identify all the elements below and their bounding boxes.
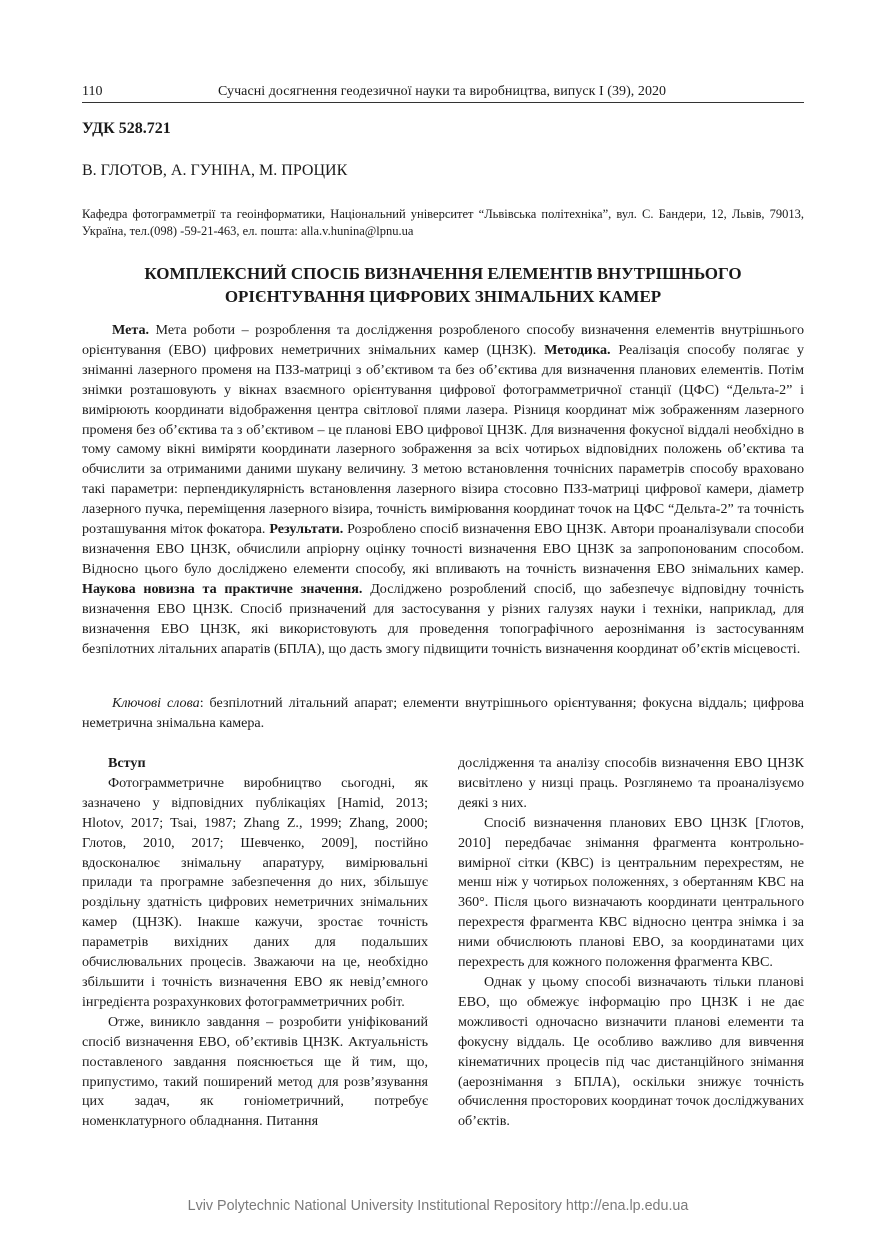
udc-code: УДК 528.721: [82, 120, 171, 137]
running-header: [82, 84, 804, 103]
journal-title: Сучасні досягнення геодезичної науки та виробництва, випуск І (39), 2020: [218, 84, 667, 99]
abstract-method-label: Методика.: [544, 341, 611, 358]
abstract-results-label: Результати.: [269, 521, 344, 538]
keywords-label: Ключові слова: [112, 695, 200, 711]
paper-title: [82, 262, 804, 308]
keywords: [82, 694, 804, 734]
paper-title-line-1: КОМПЛЕКСНИЙ СПОСІБ ВИЗНАЧЕННЯ ЕЛЕМЕНТІВ ВНУТРІШНЬОГО: [144, 264, 742, 283]
abstract-novelty-label: Наукова новизна та практичне значення.: [82, 580, 363, 597]
page-number: 110: [82, 84, 103, 99]
paragraph: Фотограмметричне виробництво сьогодні, як зазначено у відповідних публікаціях [Hamid, 2013; Hlotov, 2017; Tsai, 1987; Zhang Z., 1999; Zhang, 2000; Глотов, 2010, 2017; Шевченко, 2009], постійно вдосконалює знімальну апаратуру, вимірювальні прилади та програмне забезпечення до них, збільшує роздільну здатність цифрових неметричних знімальних камер (ЦНЗК). Інакше кажучи, зростає точність параметрів вихідних даних для подальших обчислювальних процесів. Зважаючи на це, необхідно збільшити і точність визначення ЕВО як невід’ємного інгредієнта розрахункових фотограмметричних робіт.: [82, 774, 428, 1010]
email-link[interactable]: alla.v.hunina@lpnu.ua: [301, 224, 414, 238]
affiliation-text: Кафедра фотограмметрії та геоінформатики, Національний університет “Львівська політехніка”, вул. С. Бандери, 12, Львів, 79013, Україна, тел.(098) -59-21-463, ел. пошта:: [82, 207, 804, 238]
paragraph: Спосіб визначення планових ЕВО ЦНЗК [Глотов, 2010] передбачає знімання фрагмента контрольно-вимірної сітки (КВС) із центральним перехрестям, не менш ніж у чотирьох положеннях, з обертанням КВС на 360°. Після цього визначають координати центрального перехрестя фрагмента КВС відносно центра знімка і за ними обчислюють планові ЕВО, за координатами цих перехресть для кожного положення фрагмента КВС.: [458, 814, 804, 971]
paper-title-line-2: ОРІЄНТУВАННЯ ЦИФРОВИХ ЗНІМАЛЬНИХ КАМЕР: [224, 287, 662, 306]
section-heading-introduction: Вступ: [108, 755, 146, 771]
keywords-text: : безпілотний літальний апарат; елементи внутрішнього орієнтування; фокусна віддаль; цифрова неметрична знімальна камера.: [82, 695, 804, 731]
abstract-results-text: Розроблено спосіб визначення ЕВО ЦНЗК. Автори проаналізували способи визначення ЕВО ЦНЗК, обчислили апріорну оцінку точності визначення ЕВО ЦНЗК за запропонованим способом. Відносно цього було досліджено елементи способу, які впливають на точність визначення ЕВО знімальних камер.: [82, 521, 804, 577]
left-column: [82, 754, 428, 1132]
abstract-aim-label: Мета.: [112, 322, 150, 338]
affiliation: [82, 206, 804, 240]
paragraph: Отже, виникло завдання – розробити уніфікований спосіб визначення ЕВО, об’єктивів ЦНЗК. Актуальність поставленого завдання пояснюється ще й тим, що, припустимо, такий поширений метод для розв’язування цих задач, як гоніометричний, потребує номенклатурного обладнання. Питання: [82, 1013, 428, 1130]
paragraph: Однак у цьому способі визначають тільки планові ЕВО, що обмежує інформацію про ЦНЗК і не дає можливості одночасно визначити планові елементи та фокусну віддаль. Це особливо важливо для вивчення кінематичних процесів під час дистанційного знімання (аерознімання з БПЛА), оскільки знижує точність обчислення просторових координат точок досліджуваних об’єктів.: [458, 973, 804, 1130]
abstract-novelty-text: Досліджено розроблений спосіб, що забезпечує відповідну точність визначення ЕВО ЦНЗК. Спосіб призначений для застосування у різних галузях науки і техніки, наприклад, для визначення ЕВО ЦНЗК, які використовують для проведення топографічного аерознімання із застосуванням безпілотних літальних апаратів (БПЛА), що дасть змогу підвищити точність визначення координат об’єктів місцевості.: [82, 580, 804, 657]
authors: В. ГЛОТОВ, А. ГУНІНА, М. ПРОЦИК: [82, 162, 348, 179]
repository-footer: Lviv Polytechnic National University Institutional Repository http://ena.lp.edu.ua: [187, 1198, 689, 1214]
abstract-method-text: Реалізація способу полягає у зніманні лазерного променя на ПЗЗ-матриці з об’єктивом та без об’єктива для визначення планових елементів. Потім знімки розташовують у вікнах взаємного орієнтування цифрової фотограмметричної станції (ЦФС) “Дельта-2” і вимірюють координати відображення центра світлової плями лазера. Різниця координат між зображенням лазерного променя без об’єктива та з об’єктивом – це планові ЕВО цифрової ЦНЗК. Для визначення фокусної віддалі необхідно в тому самому вікні виміряти координати лазерного зображення за всіх чотирьох відповідних положень об’єктива та обчислити за отриманими даними шукану величину. З метою встановлення точнісних параметрів способу враховано такі параметри: перпендикулярність встановлення лазерного візира стосовно ПЗЗ-матриці цифрової камери, діаметр лазерного пучка, переміщення лазерного візира, точність вимірювання координат точок на ЦФС “Дельта-2” та точність розташування міток фокатора.: [82, 341, 804, 538]
right-column: [458, 754, 804, 1132]
abstract-aim-text: Мета роботи – розроблення та дослідження розробленого способу визначення елементів внутрішнього орієнтування (ЕВО) цифрових неметричних знімальних камер (ЦНЗК).: [82, 322, 804, 358]
abstract: [82, 321, 804, 659]
paragraph: дослідження та аналізу способів визначення ЕВО ЦНЗК висвітлено у низці праць. Розглянемо та проаналізуємо деякі з них.: [458, 755, 804, 811]
